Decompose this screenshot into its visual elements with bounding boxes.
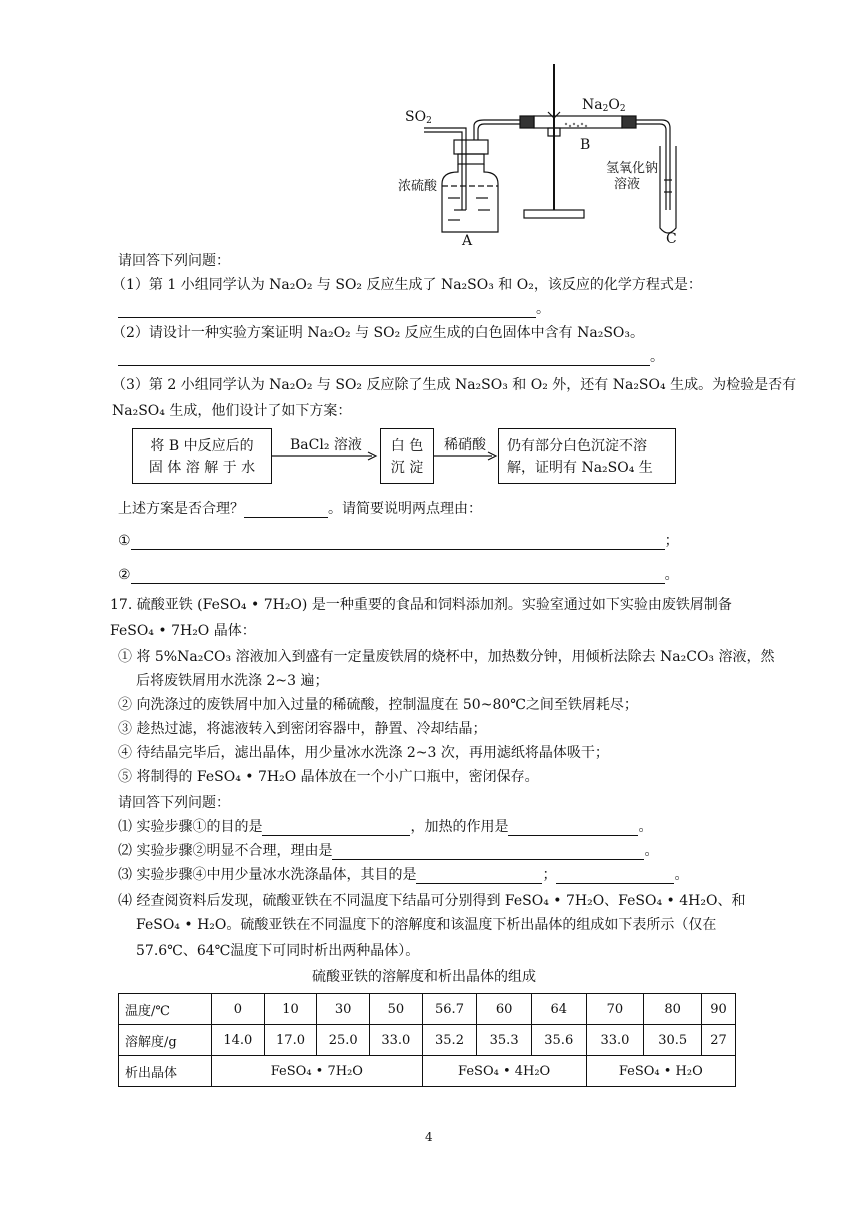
label-a: A [462, 233, 473, 249]
flow-box-conclusion: 仍有部分白色沉淀不溶 解，证明有 Na₂SO₄ 生 [498, 428, 676, 484]
label-naoh-1: 氢氧化钠 [606, 161, 659, 176]
q16-part2: （2）请设计一种实验方案证明 Na₂O₂ 与 SO₂ 反应生成的白色固体中含有 Na₂SO₃。 [112, 325, 645, 341]
table-cell: 90 [702, 994, 736, 1025]
q16-intro: 请回答下列问题： [118, 253, 230, 269]
table-cell: 10 [264, 994, 317, 1025]
table-cell: 33.0 [370, 1025, 423, 1056]
table-head: 析出晶体 [119, 1056, 212, 1087]
table-cell: 56.7 [422, 994, 477, 1025]
q17-sub1: ⑴ 实验步骤①的目的是 ，加热的作用是 。 [118, 819, 653, 835]
answer-blank[interactable] [244, 502, 328, 518]
q16-part1-answer: 。 [118, 300, 550, 318]
answer-blank[interactable] [131, 568, 665, 584]
answer-blank[interactable] [556, 868, 674, 884]
q17-step3: ③ 趁热过滤，将滤液转入到密闭容器中，静置、冷却结晶； [118, 721, 487, 737]
table-cell: FeSO₄ • H₂O [586, 1056, 735, 1087]
table-row [119, 1025, 736, 1056]
q17-step1a: ① 将 5%Na₂CO₃ 溶液加入到盛有一定量废铁屑的烧杯中，加热数分钟，用倾析法除去 Na₂CO₃ 溶液，然 [118, 649, 775, 665]
answer-blank[interactable] [332, 844, 644, 860]
answer-blank[interactable] [508, 820, 638, 836]
q16-part1: （1）第 1 小组同学认为 Na₂O₂ 与 SO₂ 反应生成了 Na₂SO₃ 和 O₂，该反应的化学方程式是： [112, 277, 702, 293]
q16-part3-line2: Na₂SO₄ 生成，他们设计了如下方案： [112, 403, 352, 419]
table-row [119, 1056, 736, 1087]
q16-part3-line1: （3）第 2 小组同学认为 Na₂O₂ 与 SO₂ 反应除了生成 Na₂SO₃ 和 O₂ 外，还有 Na₂SO₄ 生成。为检验是否有 [112, 377, 797, 393]
q16-reason-1: ① ； [118, 533, 679, 549]
table-cell: 35.6 [531, 1025, 586, 1056]
label-na2o2: $Na_2O_2$ [582, 97, 626, 114]
answer-blank[interactable] [262, 820, 410, 836]
label-so2: $SO_2$ [405, 109, 432, 126]
q17-line2: FeSO₄ • 7H₂O 晶体： [110, 623, 256, 639]
table-cell: 33.0 [586, 1025, 644, 1056]
label-conc-acid: 浓硫酸 [398, 179, 438, 194]
table-cell: FeSO₄ • 4H₂O [422, 1056, 586, 1087]
answer-blank[interactable] [131, 534, 665, 550]
q17-sub4-line2: FeSO₄ • H₂O。硫酸亚铁在不同温度下的溶解度和该温度下析出晶体的组成如下表所示（仅在 [136, 917, 717, 933]
answer-blank[interactable] [118, 302, 536, 318]
flow-arrow-bacl2-label: BaCl₂ 溶液 [290, 437, 362, 453]
label-b: B [580, 137, 591, 153]
q17-line1: 17. 硫酸亚铁 (FeSO₄ • 7H₂O) 是一种重要的食品和饲料添加剂。实验室通过如下实验由废铁屑制备 [110, 597, 732, 613]
q17-step2: ② 向洗涤过的废铁屑中加入过量的稀硫酸，控制温度在 50~80℃之间至铁屑耗尽； [118, 697, 638, 713]
q16-reason-2: ② 。 [118, 567, 679, 583]
answer-blank[interactable] [416, 868, 542, 884]
flow-arrow-hno3-label: 稀硝酸 [444, 437, 486, 453]
table-cell: 35.2 [422, 1025, 477, 1056]
q17-intro: 请回答下列问题： [118, 795, 230, 811]
table-cell: 70 [586, 994, 644, 1025]
flow-box-dissolve: 将 B 中反应后的 固 体 溶 解 于 水 [132, 428, 272, 484]
solubility-table [118, 993, 736, 1087]
flow-box-precipitate: 白 色 沉 淀 [380, 428, 434, 484]
page-number: 4 [425, 1130, 433, 1144]
table-cell: 17.0 [264, 1025, 317, 1056]
table-cell: 50 [370, 994, 423, 1025]
label-naoh-2: 溶液 [614, 177, 641, 192]
q16-reason-question: 上述方案是否合理？ 。请简要说明两点理由： [118, 501, 482, 517]
table-cell: 30.5 [644, 1025, 702, 1056]
q17-sub4-line3: 57.6℃、64℃温度下可同时析出两种晶体）。 [136, 943, 420, 959]
table-cell: 80 [644, 994, 702, 1025]
q17-step1b: 后将废铁屑用水洗涤 2~3 遍； [136, 673, 329, 689]
q17-sub4-line1: ⑷ 经查阅资料后发现，硫酸亚铁在不同温度下结晶可分别得到 FeSO₄ • 7H₂O、FeSO₄ • 4H₂O、和 [118, 893, 746, 909]
table-cell: FeSO₄ • 7H₂O [212, 1056, 423, 1087]
q17-sub2: ⑵ 实验步骤②明显不合理，理由是 。 [118, 843, 659, 859]
flow-arrow-2 [434, 450, 500, 462]
table-cell: 27 [702, 1025, 736, 1056]
table-head: 溶解度/g [119, 1025, 212, 1056]
label-c: C [666, 231, 677, 247]
table-cell: 25.0 [317, 1025, 370, 1056]
table-cell: 64 [531, 994, 586, 1025]
q17-step4: ④ 待结晶完毕后，滤出晶体，用少量冰水洗涤 2~3 次，再用滤纸将晶体吸干； [118, 745, 609, 761]
table-head: 温度/℃ [119, 994, 212, 1025]
table-caption: 硫酸亚铁的溶解度和析出晶体的组成 [312, 969, 536, 985]
table-cell: 60 [477, 994, 532, 1025]
table-cell: 35.3 [477, 1025, 532, 1056]
apparatus-diagram [380, 60, 710, 250]
table-cell: 14.0 [212, 1025, 265, 1056]
q17-sub3: ⑶ 实验步骤④中用少量冰水洗涤晶体，其目的是 ； 。 [118, 867, 689, 883]
table-cell: 30 [317, 994, 370, 1025]
answer-blank[interactable] [118, 350, 650, 366]
table-row [119, 994, 736, 1025]
q17-step5: ⑤ 将制得的 FeSO₄ • 7H₂O 晶体放在一个小广口瓶中，密闭保存。 [118, 769, 539, 785]
q16-part2-answer: 。 [118, 348, 664, 366]
flow-arrow-1 [272, 450, 380, 462]
table-cell: 0 [212, 994, 265, 1025]
